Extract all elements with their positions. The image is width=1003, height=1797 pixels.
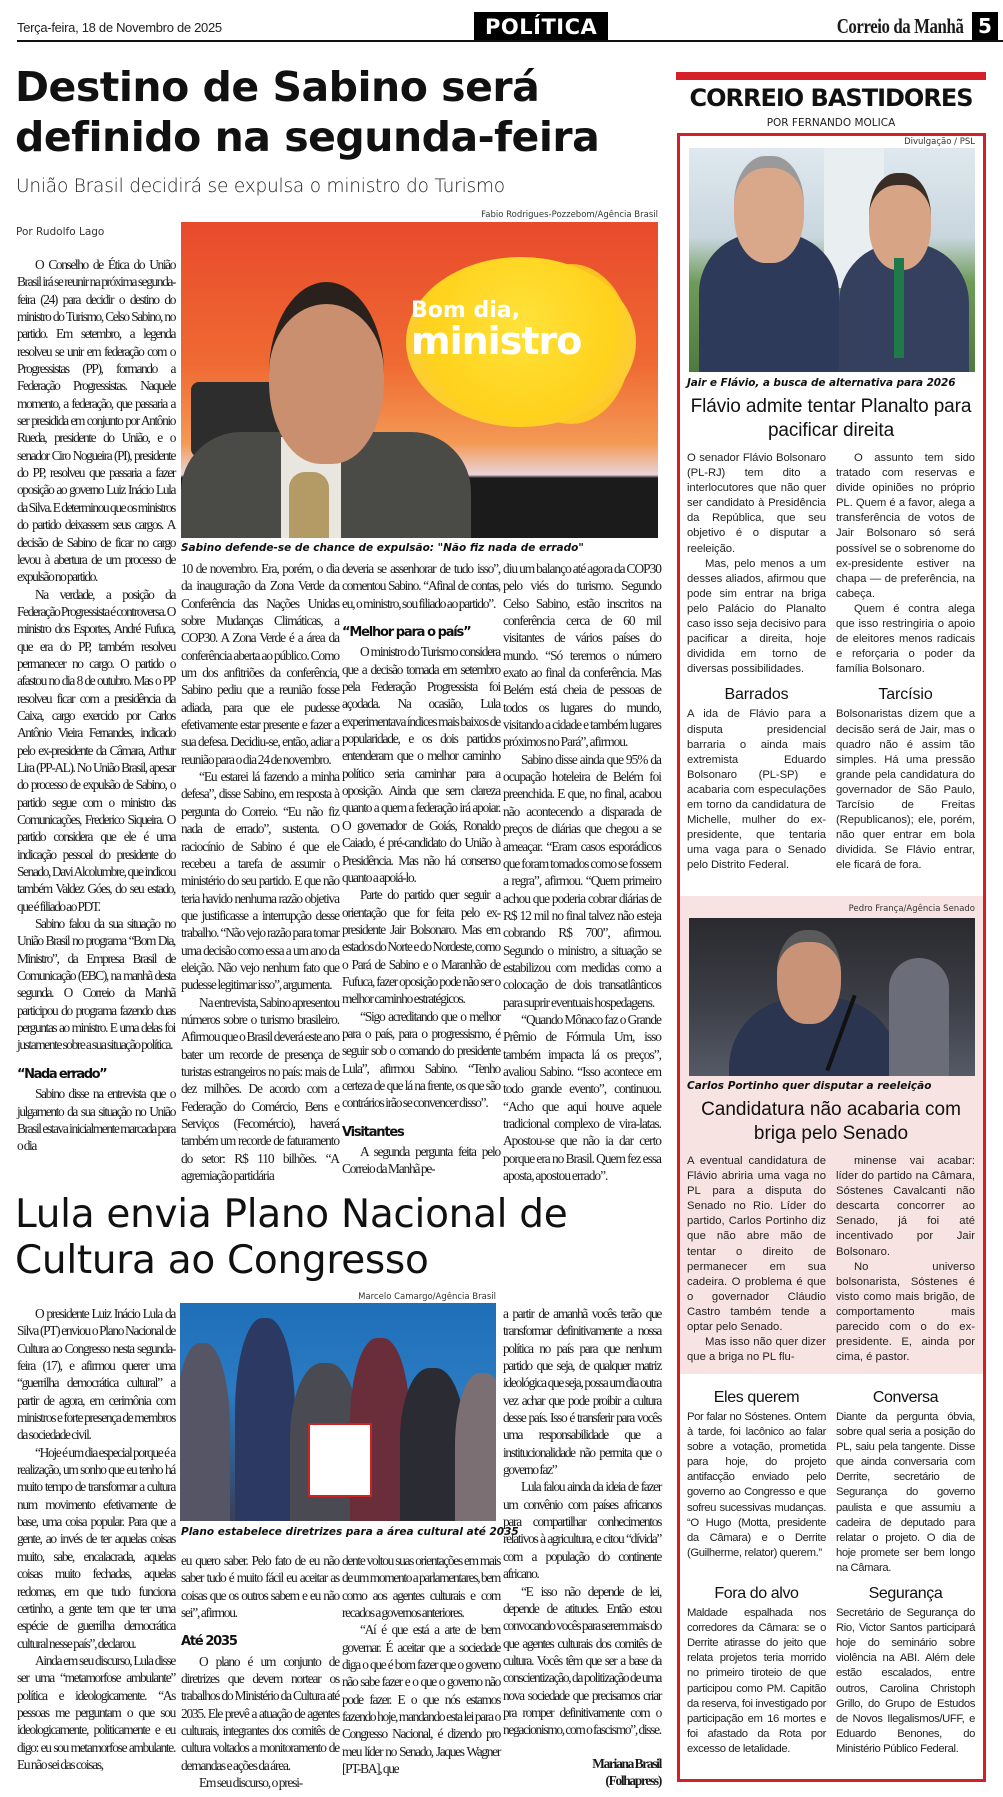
person <box>455 1373 496 1521</box>
note-seguranca <box>836 1576 975 1757</box>
page-number: 5 <box>972 12 998 40</box>
story2-caption: Carlos Portinho quer disputar a reeleição <box>687 1080 932 1092</box>
page-header <box>17 0 1003 42</box>
story1-caption: Jair e Flávio, a busca de alternativa para 2026 <box>687 377 956 389</box>
paragraph: Mas isso não quer dizer que a briga no PL flu- <box>687 1336 826 1364</box>
article1-column-3 <box>342 560 500 1178</box>
note-text: Diante da pergunta óbvia, sobre qual seria a posição do PL, saiu pela tangente. Disse que ainda conversaria com Derrite, secretário de Segurança do governo paulista e que assumiu a cadeira de deputado para relatar o projeto. O dia de hoje promete ser bem longo na Câmara. <box>836 1411 975 1574</box>
note-text: Maldade espalhada nos corredores da Câmara: se o Derrite atirasse do jeito que relata projetos teria morrido no primeiro tiroteio de que participou como PM. Capitão da reserva, foi investigado por participação em 16 mortes e foi afastado da Rota por excesso de letalidade. <box>687 1607 826 1755</box>
article1-photo-credit: Fabio Rodrigues-Pozzebom/Agência Brasil <box>481 210 658 220</box>
article1-photo <box>181 222 658 538</box>
paragraph: O ministro do Turismo considera que a decisão tomada em setembro pela Federação Progressista foi açodada. Na ocasião, Lula experimentava índices mais baixos de popularidade, e os dois partidos entenderam que o melhor caminho político seria caminhar para a oposição. Ainda que sem clareza quanto a quem a federação irá apoiar. O governador de Goiás, Ronaldo Caiado, é pré-candidato do União à Presidência. Mas não há consenso quanto a apoiá-lo. <box>342 644 500 885</box>
story2-photo-credit: Pedro França/Agência Senado <box>848 904 975 914</box>
story1-photo-credit: Divulgação / PSL <box>904 137 975 147</box>
story1-column-1 <box>687 451 826 677</box>
story2-column-1 <box>687 1154 826 1365</box>
person-head <box>777 930 841 1024</box>
sidebar-title: CORREIO BASTIDORES <box>689 84 973 112</box>
story1-body <box>687 451 975 677</box>
story1-photo <box>689 148 975 372</box>
person-head <box>869 173 931 270</box>
note-text: Por falar no Sóstenes. Ontem à tarde, foi lacônico ao falar sobre a votação, prometida para hoje, do projeto antifacção enviado pelo governo ao Congresso e que sofreu sucessivas mudanças. “O Hugo (Motta, presidente da Câmara) e o Derrite (Guilherme, relator) querem.” <box>687 1411 826 1559</box>
author-signature: Mariana Brasil <box>592 1755 661 1771</box>
note-tarcisio <box>836 677 975 873</box>
note-title: Conversa <box>872 1389 939 1406</box>
article2-column-2 <box>181 1552 339 1791</box>
paragraph: “E isso não depende de lei, depende de atitudes. Então estou convocando vocês para serem mais do que agentes culturais dos comitês de cultura. Vocês têm que ser a base da conscientização, da politização de uma nova sociedade que precisamos criar pra romper definitivamente com o negacionismo, com o fascismo”, disse. <box>503 1583 661 1738</box>
article2-caption: Plano estabelece diretrizes para a área cultural até 2035 <box>181 1526 519 1538</box>
paragraph: Sabino falou da sua situação no União Brasil no programa “Bom Dia, Ministro”, da Empresa Brasil de Comunicação (EBC), na manhã desta segunda. O Correio da Manhã participou do programa fazendo duas perguntas ao ministro. E uma delas foi justamente sobre a sua situação política. <box>17 916 175 1053</box>
paragraph: minense vai acabar: líder do partido na Câmara, Sóstenes Cavalcanti não descarta concorrer ao Senado, já foi até incentivado por Jair Bolsonaro. <box>836 1155 975 1258</box>
note-text: Secretário de Segurança do Rio, Victor Santos participará hoje do seminário sobre violência na ABI. Além dele estão escalados, entre outros, Carolina Christoph Grillo, do Grupo de Estudos de Novos Ilegalismos/UFF, e Eduardo Benones, do Ministério Público Federal. <box>836 1607 975 1755</box>
subheading: Até 2035 <box>181 1634 237 1650</box>
note-title: Eles querem <box>713 1389 800 1406</box>
article2-headline: Lula envia Plano Nacional de Cultura ao Congresso <box>15 1192 568 1283</box>
story1-section <box>687 377 975 873</box>
notes1-row <box>687 677 975 873</box>
paragraph: “Eu estarei lá fazendo a minha defesa”, disse Sabino, em resposta à pergunta do Correio. “Eu não fiz nada de errado”, sustenta. O raciocínio de Sabino é que ele recebeu a tarefa de assumir o ministério do seu partido. E que não teria havido nenhuma razão objetiva que justificasse a interrupção desse trabalho. “Não vejo razão para tomar uma decisão como essa a um ano da eleição. Não vejo nenhum fato que pudesse legitimar isso”, argumenta. <box>181 769 339 993</box>
article1-column-4 <box>503 560 661 1184</box>
note-title: Tarcísio <box>878 686 933 704</box>
person-head <box>734 156 804 263</box>
story2-section <box>687 1080 975 1365</box>
paragraph: O Conselho de Ética do União Brasil irá se reunir na próxima segunda-feira (24) para decidir o destino do ministro do Turismo, Celso Sabino, no partido. Em setembro, a legenda resolveu se unir em federação com o Progressistas (PP), formando a Federação Progressistas. Naquele momento, a federação, que passaria a ser presidida em conjunto por Antônio Rueda, presidente do União, e o senador Ciro Nogueira (PI), presidente do PP, resolveu que passaria a fazer oposição ao governo Luiz Inácio Lula da Silva. E determinou que os ministros do partido deixassem seus cargos. A decisão de Sabino de ficar no cargo levou à abertura de um processo de expulsão no partido. <box>17 257 175 585</box>
newspaper-name: Correio da Manhã <box>836 14 963 38</box>
story1-column-2 <box>836 451 975 677</box>
paragraph: deveria se assenhorar de tudo isso”, comentou Sabino. “Afinal de contas, eu, o ministro, sou filiado ao partido”. <box>342 561 500 611</box>
paragraph: eu quero saber. Pelo fato de eu não saber tudo é muito fácil eu aceitar as coisas que os outros sabem e eu não sei”, afirmou. <box>181 1553 339 1621</box>
story2-headline: Candidatura não acabaria com briga pelo Senado <box>701 1099 961 1144</box>
program-logo-line1: Bom dia, <box>411 298 520 323</box>
note-title: Fora do alvo <box>714 1585 799 1603</box>
subheading: “Nada errado” <box>17 1066 107 1082</box>
story1-headline: Flávio admite tentar Planalto para pacificar direita <box>690 396 972 441</box>
paragraph: 10 de novembro. Era, porém, o dia da inauguração da Zona Verde da Conferência das Nações Unidas sobre Mudanças Climáticas, a COP30. A Zona Verde é a área da conferência aberta ao público. Como um dos anfitriões da conferência, Sabino pediu que a reunião fosse adiada, para que ele pudesse efetivamente estar presente e fazer a sua defesa. Decidiu-se, então, adiar a reunião para o dia 24 de novembro. <box>181 561 339 767</box>
paragraph: Na verdade, a posição da Federação Progressista é controversa. O ministro dos Esportes, André Fufuca, que era do PP, também resolveu permanecer no cargo. O partido o afastou no dia 8 de outubro. Mas o PP resolveu ficar com a presidência da Caixa, cargo exercido por Carlos Antônio Vieira Fernandes, indicado pelo ex-presidente da Câmara, Arthur Lira (PP-AL). No União Brasil, apesar do processo de expulsão de Sabino, o partido segue com o ministro das Comunicações, Frederico Siqueira. O partido considera que ele é uma indicação pessoal do presidente do Senado, Davi Alcolumbre, que indicou também Valdez Góes, do seu estado, que é filiado ao PDT. <box>17 586 175 914</box>
paragraph: A eventual candidatura de Flávio abriria uma vaga no PL para a disputa do Senado no Rio. Líder do partido, Carlos Portinho diz que não abre mão de tentar o direito de permanecer em sua cadeira. O problema é que o governador Cláudio Castro também tende a optar pelo Senado. <box>687 1155 826 1334</box>
person <box>180 1343 230 1521</box>
note-title: Barrados <box>724 686 789 704</box>
paragraph: Sabino disse na entrevista que o julgamento da sua situação no União Brasil estava inicialmente marcada para o dia <box>17 1086 175 1154</box>
article1-column-1 <box>17 256 175 1155</box>
article1-deck: União Brasil decidirá se expulsa o ministro do Turismo <box>16 176 505 197</box>
paragraph: diu um balanço até agora da COP30 pelo viés do turismo. Segundo Celso Sabino, estão inscritos na conferência cerca de 60 mil visitantes de vários países do mundo. “Só teremos o número exato ao final da conferência. Mas Belém está cheia de pessoas de todos os lugares do mundo, visitando a cidade e também lugares próximos no Pará”, afirmou. <box>503 561 661 750</box>
note-barrados <box>687 677 826 873</box>
paragraph: O senador Flávio Bolsonaro (PL-RJ) tem dito a interlocutores que não quer ser candidato à Presidência da República, que seu objetivo é o disputar a reeleição. <box>687 452 826 555</box>
program-logo-line2: ministro <box>411 319 582 363</box>
section-label: POLÍTICA <box>474 12 608 40</box>
story2-body <box>687 1154 975 1365</box>
paragraph: Quem é contra alega que isso restringiria o apoio de eleitores menos radicais e reforçaria o poder da família Bolsonaro. <box>836 602 975 676</box>
sidebar-author: POR FERNANDO MOLICA <box>766 117 896 129</box>
article1-column-2 <box>181 560 339 1184</box>
note-text: Bolsonaristas dizem que a decisão será de Jair, mas o quadro não é assim tão simples. Há uma pressão grande pela candidatura do governador de São Paulo, Tarcísio de Freitas (Republicanos); ele, porém, não quer entrar em bola dividida. Se Flávio entrar, ele ficará de fora. <box>836 708 975 872</box>
paragraph: O presidente Luiz Inácio Lula da Silva (PT) enviou o Plano Nacional de Cultura ao Congresso nesta segunda-feira (17), e afirmou querer uma “guerrilha democrática cultural” a partir de agora, em cerimônia com ministros e forte presença de membros da sociedade civil. <box>17 1306 175 1443</box>
paragraph: a partir de amanhã vocês terão que transformar definitivamente a nossa política no país para que nenhum partido que seja, de qualquer matriz ideológica que seja, possa um dia outra vez achar que pode proibir a cultura desse país. Isso é transferir para vocês uma responsabilidade que a institucionalidade não permita que o governo faz” <box>503 1306 661 1478</box>
paragraph: “Quando Mônaco faz o Grande Prêmio de Fórmula Um, isso também impacta lá os preços”, avaliou Sabino. “Isso acontece em todo grande evento”, continuou. “Acho que aqui houve aquele tradicional complexo de vira-latas. Apostou-se que não ia dar certo porque era no Brasil. Quem fez essa aposta, apostou errado”. <box>503 1011 661 1184</box>
article1-byline: Por Rudolfo Lago <box>16 226 105 238</box>
edition-date: Terça-feira, 18 de Novembro de 2025 <box>17 20 222 35</box>
microphone <box>289 472 329 538</box>
article1-headline: Destino de Sabino será definido na segunda-feira <box>15 63 600 161</box>
paragraph: “Aí é que está a arte de bem governar. É aceitar que a sociedade diga o que é bom fazer que o governo não sabe fazer e o que o governo não pode fazer. E o que nós estamos fazendo hoje, mandando esta lei para o Congresso Nacional, é dizendo pro meu líder no Senado, Jaques Wagner [PT-BA], que <box>342 1622 500 1777</box>
paragraph: Sabino disse ainda que 95% da ocupação hoteleira de Belém foi preenchida. E que, no final, acabou não acontecendo a disparada de preços de diárias que chegou a se ameaçar. “Eram casos esporádicos que foram tomados como se fossem a regra”, afirmou. “Quem primeiro achou que poderia cobrar diárias de R$ 12 mil no final talvez não esteja cobrando R$ 700”, afirmou. Segundo o ministro, a situação se estabilizou com medidas como a colocação de dois transatlânticos para suprir eventuais hospedagens. <box>503 751 661 1010</box>
note-text: A ida de Flávio para a disputa presidencial barraria o ainda mais extremista Eduardo Bolsonaro (PL-SP) e acabaria com especulações em torno da candidatura de Michelle, mulher do ex-presidente, que tentaria uma vaga para o Senado pelo Distrito Federal. <box>687 708 826 872</box>
sidebar-accent-bar <box>676 72 986 80</box>
background-person <box>889 958 949 1076</box>
article2-photo <box>180 1303 496 1521</box>
note-eles-querem <box>687 1380 826 1561</box>
paragraph: No universo bolsonarista, Sóstenes é visto como mais brigão, de comportamento mais parecido com o do ex-presidente. E, ainda por cima, é pastor. <box>836 1260 975 1364</box>
article1-caption: Sabino defende-se de chance de expulsão: "Não fiz nada de errado" <box>181 542 584 554</box>
notes2-row-2 <box>687 1576 975 1757</box>
paragraph: O assunto tem sido tratado com reservas e divide opiniões no próprio PL. Quem é a favor, alega a transferência de votos de Jair Bolsonaro só será possível se o sobrenome do ex-presidente estiver na chapa — de preferência, na cabeça. <box>836 452 975 600</box>
paragraph: Em seu discurso, o presi- <box>199 1775 302 1791</box>
subheading: Visitantes <box>342 1124 404 1140</box>
article2-column-3 <box>342 1552 500 1777</box>
note-conversa <box>836 1380 975 1576</box>
article2-column-1 <box>17 1305 175 1773</box>
tie <box>894 258 904 358</box>
signed-document <box>308 1423 372 1497</box>
article2-photo-credit: Marcelo Camargo/Agência Brasil <box>358 1292 496 1302</box>
paragraph: “Sigo acreditando que o melhor para o país, para o progressismo, é seguir sob o comando do presidente Lula”, afirmou Sabino. “Tenho certeza de que lá na frente, os que são contrários irão se convencer disso”. <box>342 1008 500 1111</box>
paragraph: Mas, pelo menos a um desses aliados, afirmou que pode sim entrar na briga pelo Palácio do Planalto caso isso seja decisivo para pacificar a direita, hoje dividida em torno de diversas possibilidades. <box>687 557 826 676</box>
notes2-section <box>687 1380 975 1757</box>
paragraph: O plano é um conjunto de diretrizes que devem nortear os trabalhos do Ministério da Cultura até 2035. Ele prevê a atuação de agentes culturais, integrantes dos comitês de cultura voltados a monitoramento de demandas e ações da área. <box>181 1653 339 1773</box>
subheading: “Melhor para o país” <box>342 625 471 641</box>
paragraph: Ainda em seu discurso, Lula disse ser uma “metamorfose ambulante” política e ideologicamente. “As pessoas me perguntam o que sou ideologicamente, politicamente e eu digo: eu sou metamorfose ambulante. Eu não sei das coisas, <box>17 1652 175 1772</box>
paragraph: Lula falou ainda da ideia de fazer um convênio com países africanos para compartilhar conhecimentos relativos à agricultura, e citou “dívida” com a população do continente africano. <box>503 1479 661 1582</box>
note-title: Segurança <box>868 1585 943 1603</box>
paragraph: dente voltou suas orientações em mais de um momento a parlamentares, bem como aos agentes culturais e com recados a governos anteriores. <box>342 1553 500 1621</box>
person-head <box>269 282 384 464</box>
person <box>235 1318 295 1521</box>
notes2-row-1 <box>687 1380 975 1576</box>
program-logo <box>411 298 582 363</box>
paragraph: Parte do partido quer seguir a orientação que for feita pelo ex-presidente Jair Bolsonaro. Mas em estados do Norte e do Nordeste, como o Pará de Sabino e o Maranhão de Fufuca, fazer oposição pode não ser o melhor caminho estratégicos. <box>342 887 500 1007</box>
paragraph: Na entrevista, Sabino apresentou números sobre o turismo brasileiro. Afirmou que o Brasil deverá este ano bater um recorde de presença de turistas estrangeiros no país: mais de dez milhões. De acordo com a Federação do Comércio, Bens e Serviços (Fecomércio), haverá também um recorde de faturamento do setor: R$ 110 bilhões. “A agremiação partidária <box>181 994 339 1184</box>
story2-column-2 <box>836 1154 975 1365</box>
paragraph: “Hoje é um dia especial porque é a realização, um sonho que eu tenho há muito tempo de transformar a cultura num movimento efetivamente de base, uma coisa popular. Para que a gente, ao invés de ter aquelas coisas muito, sabe, encalacrada, aquelas coisas muito fechadas, aquelas redomas, em que tudo funciona certinho, a gente tem que ter uma espécie de guerrilha democrática cultural nesse país”, declarou. <box>17 1444 175 1651</box>
paragraph: A segunda pergunta feita pelo Correio da Manhã pe- <box>342 1144 500 1177</box>
article2-column-4 <box>503 1305 661 1789</box>
story2-photo <box>689 918 975 1076</box>
note-fora-do-alvo <box>687 1576 826 1757</box>
author-signature: (Folhapress) <box>605 1772 661 1788</box>
